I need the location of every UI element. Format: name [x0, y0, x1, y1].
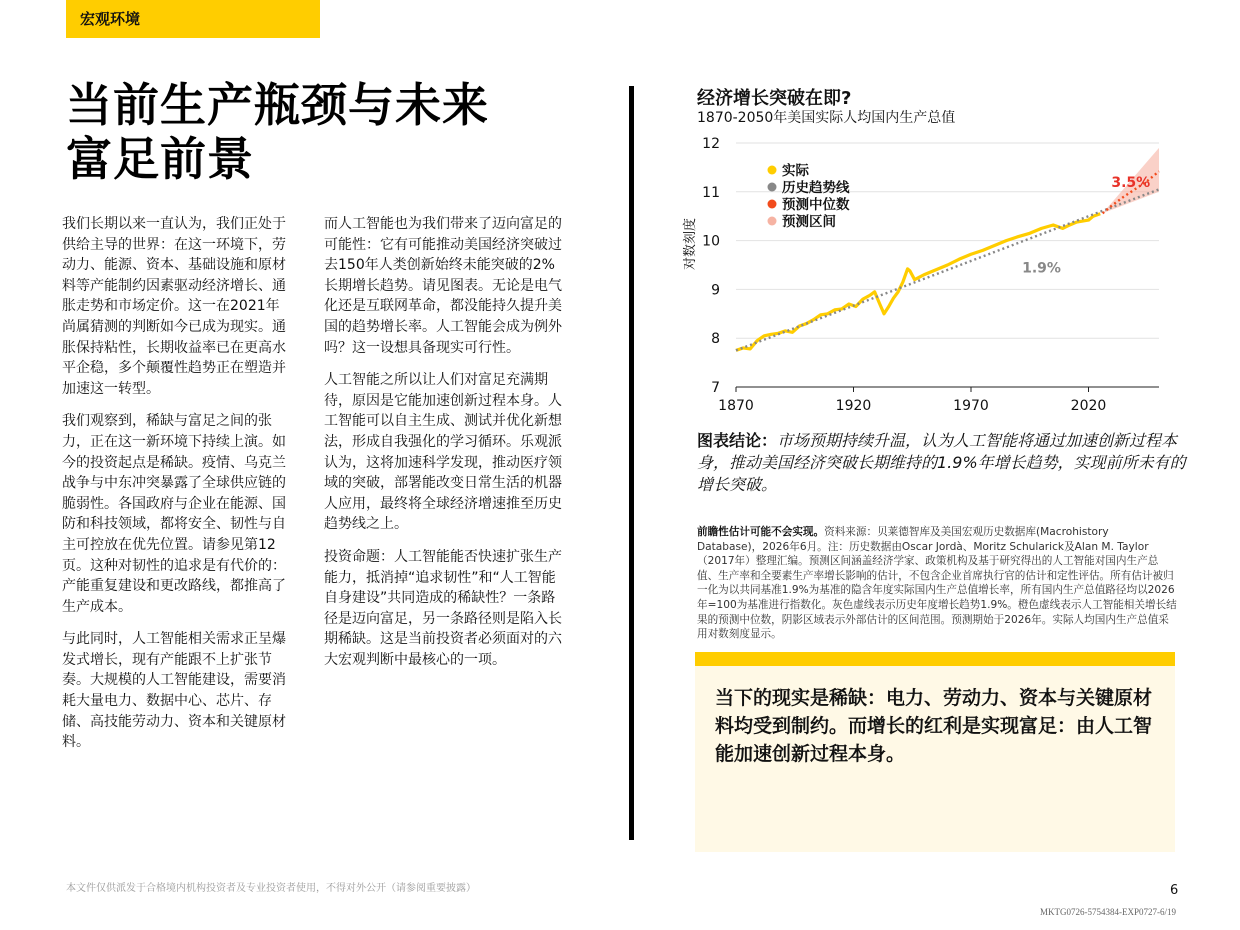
footer-disclaimer: 本文件仅供派发于合格境内机构投资者及专业投资者使用，不得对外公开（请参阅重要披露）	[66, 883, 476, 894]
x-tick-label: 1970	[953, 398, 989, 414]
gdp-line-chart	[676, 128, 1176, 424]
title-line-2: 富足前景	[66, 132, 254, 186]
paragraph: 我们长期以来一直认为，我们正处于供给主导的世界：在这一环境下，劳动力、能源、资本、基础设施和原材料等产能制约因素驱动经济增长、通胀走势和市场定价。这一在2021年尚属猜测的判断如今已成为现实。通胀保持粘性，长期收益率已在更高水平企稳，多个颠覆性趋势正在塑造并加速这一转型。	[62, 216, 286, 397]
y-axis-label: 对数刻度	[683, 217, 698, 271]
chart-subtitle: 1870-2050年美国实际人均国内生产总值	[697, 110, 956, 126]
legend-label: 实际	[782, 163, 809, 179]
series-actual-line	[736, 214, 1100, 351]
body-column-left	[62, 214, 288, 765]
paragraph: 而人工智能也为我们带来了迈向富足的可能性：它有可能推动美国经济突破过去150年人类创新始终未能突破的2%长期增长趋势。请见图表。无论是电气化还是互联网革命，都没能持久提升美国的趋势增长率。人工智能会成为例外吗？这一设想具备现实可行性。	[324, 216, 562, 356]
callout-box	[695, 652, 1175, 852]
legend-marker	[768, 183, 777, 192]
x-tick-label: 1870	[718, 398, 754, 414]
paragraph: 与此同时，人工智能相关需求正呈爆发式增长，现有产能跟不上扩张节奏。大规模的人工智能建设，需要消耗大量电力、数据中心、芯片、存储、高技能劳动力、资本和关键原材料。	[62, 631, 286, 751]
legend-label: 预测中位数	[782, 197, 850, 213]
x-tick-label: 2020	[1070, 398, 1107, 414]
callout-text: 当下的现实是稀缺：电力、劳动力、资本与关键原材料均受到制约。而增长的红利是实现富足：由人工智能加速创新过程本身。	[715, 687, 1153, 765]
body-column-middle	[324, 214, 568, 682]
legend-label: 预测区间	[782, 214, 836, 230]
legend-marker	[768, 200, 777, 209]
legend-label: 历史趋势线	[782, 180, 850, 196]
footnote-text: 资料来源：贝莱德智库及美国宏观历史数据库(Macrohistory Database)，2026年6月。注：历史数据由Oscar Jordà、Moritz Schularick及Alan M. Taylor（2017年）整理汇编。预测区间涵盖经济学家、政策机构及基于研究得出的人工智能对国内生产总值、生产率和全要素生产率增长影响的估计，不包含企业首席执行官的估计和定性评估。所有估计被归一化为以共同基准1.9%为基准的隐含年度实际国内生产总值增长率，所有国内生产总值路径均以2026年=100为基准进行指数化。灰色虚线表示历史年度增长趋势1.9%。橙色虚线表示人工智能相关增长结果的预测中位数，阴影区域表示外部估计的区间范围。预测期始于2026年。实际人均国内生产总值采用对数刻度显示。	[697, 526, 1177, 641]
vertical-divider	[629, 86, 634, 840]
section-tag: 宏观环境	[66, 0, 320, 38]
legend-marker	[768, 217, 777, 226]
y-tick-label: 9	[711, 282, 720, 299]
y-tick-label: 11	[702, 184, 720, 201]
paragraph: 我们观察到，稀缺与富足之间的张力，正在这一新环境下持续上演。如今的投资起点是稀缺。疫情、乌克兰战争与中东冲突暴露了全球供应链的脆弱性。各国政府与企业在能源、国防和科技领域，都将安全、韧性与自主可控放在优先位置。请参见第12页。这种对韧性的追求是有代价的：产能重复建设和更改路线，都推高了生产成本。	[62, 413, 286, 615]
legend-marker	[768, 166, 777, 175]
y-tick-label: 8	[711, 331, 720, 348]
growth-rate-annotation: 1.9%	[1022, 260, 1061, 277]
growth-rate-annotation: 3.5%	[1111, 175, 1151, 192]
paragraph: 人工智能之所以让人们对富足充满期待，原因是它能加速创新过程本身。人工智能可以自主生成、测试并优化新想法，形成自我强化的学习循环。乐观派认为，这将加速科学发现，推动医疗领域的突破，部署能改变日常生活的机器人应用，最终将全球经济增速推至历史趋势线之上。	[324, 372, 562, 533]
footnote-label: 前瞻性估计可能不会实现。	[697, 526, 825, 538]
takeaway-text: 市场预期持续升温，认为人工智能将通过加速创新过程本身，推动美国经济突破长期维持的1.9%年增长趋势，实现前所未有的增长突破。	[697, 431, 1186, 494]
y-tick-label: 12	[702, 136, 720, 152]
paragraph: 投资命题：人工智能能否快速扩张生产能力，抵消掉“追求韧性”和“人工智能自身建设”共同造成的稀缺性？一条路径是迈向富足，另一条路径则是陷入长期稀缺。这是当前投资者必须面对的六大宏观判断中最核心的一项。	[324, 548, 562, 668]
y-tick-label: 7	[711, 380, 720, 396]
x-tick-label: 1920	[835, 398, 872, 414]
takeaway-label: 图表结论：	[697, 431, 778, 450]
page-title	[66, 78, 586, 186]
chart-takeaway	[697, 430, 1197, 496]
chart-footnote	[697, 525, 1177, 642]
title-line-1: 当前生产瓶颈与未来	[66, 78, 489, 132]
y-tick-label: 10	[702, 233, 720, 250]
chart-title: 经济增长突破在即?	[697, 88, 852, 109]
page-number: 6	[1170, 883, 1179, 898]
document-code: MKTG0726-5754384-EXP0727-6/19	[1040, 907, 1176, 917]
